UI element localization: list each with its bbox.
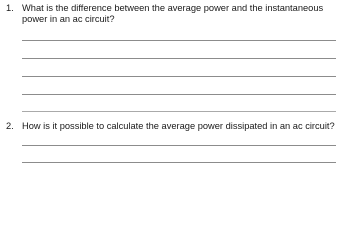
question-1-text-line-1: What is the difference between the average power and the instantaneous [22,3,324,13]
question-2-answer-line[interactable] [22,162,336,163]
question-2-answer-line[interactable] [22,145,336,146]
question-1-answer-line[interactable] [22,40,336,41]
question-1-text-line-2: power in an ac circuit? [22,14,115,24]
question-1-answer-line[interactable] [22,58,336,59]
question-2-number: 2. [6,121,14,131]
section-divider [22,111,336,112]
question-1-answer-line[interactable] [22,94,336,95]
question-1-answer-line[interactable] [22,76,336,77]
question-1-number: 1. [6,3,14,13]
question-2-text-line-1: How is it possible to calculate the average power dissipated in an ac circuit? [22,121,335,131]
